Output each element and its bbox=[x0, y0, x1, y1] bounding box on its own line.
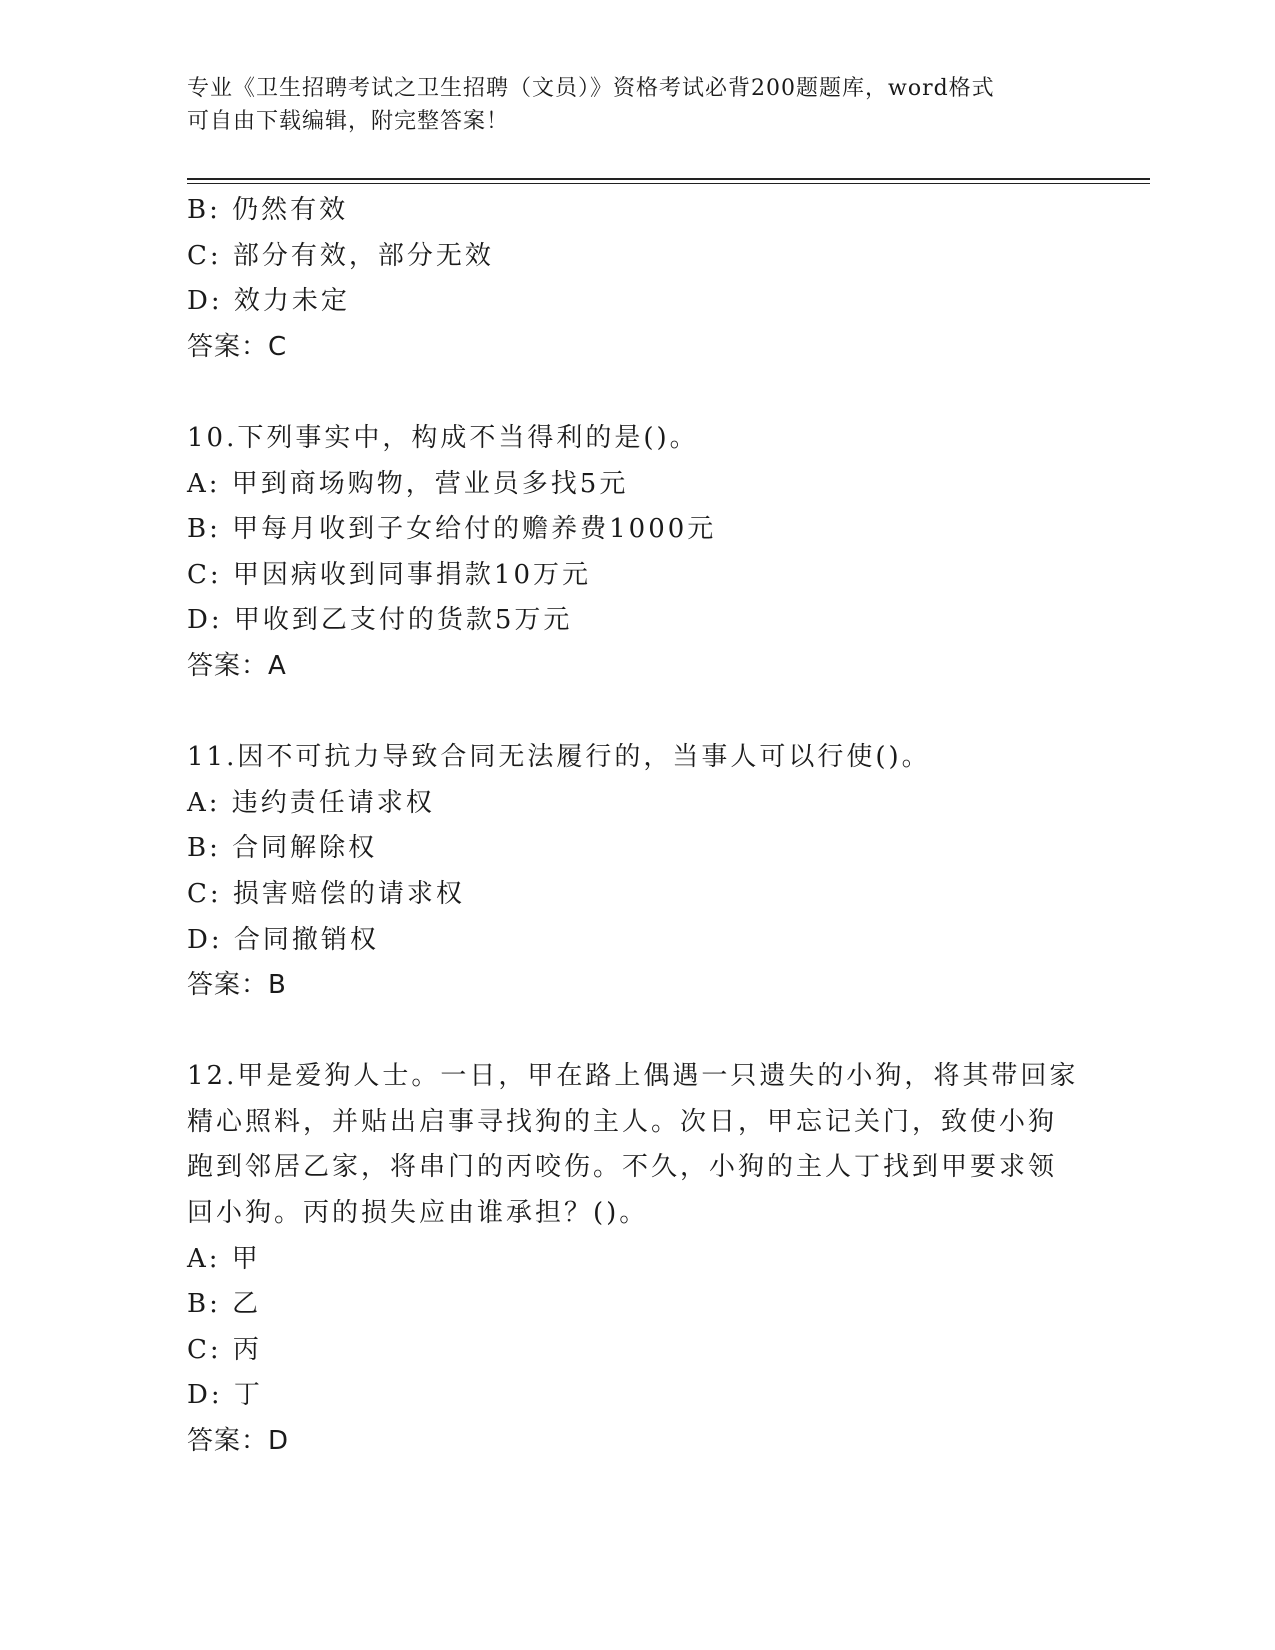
question-block-9 bbox=[187, 188, 1087, 370]
question-text-line-4: 回小狗。丙的损失应由谁承担？()。 bbox=[187, 1198, 649, 1229]
answer-label: 答案：C bbox=[187, 331, 288, 362]
header-line-1: 专业《卫生招聘考试之卫生招聘（文员）》资格考试必背200题题库，word格式 bbox=[187, 76, 995, 101]
question-text: 10.下列事实中，构成不当得利的是()。 bbox=[187, 422, 699, 453]
question-text: 11.因不可抗力导致合同无法履行的，当事人可以行使()。 bbox=[187, 742, 931, 773]
option-b: B: 仍然有效 bbox=[187, 195, 349, 225]
document-header bbox=[187, 72, 1067, 138]
answer-label: 答案：B bbox=[187, 970, 287, 1001]
option-b: B: 乙 bbox=[187, 1289, 262, 1320]
option-d: D: 甲收到乙支付的货款5万元 bbox=[187, 605, 573, 636]
option-d: D: 合同撤销权 bbox=[187, 924, 379, 955]
option-c: C: 部分有效，部分无效 bbox=[187, 240, 494, 271]
option-a: A: 甲到商场购物，营业员多找5元 bbox=[187, 468, 629, 499]
option-b: B: 甲每月收到子女给付的赡养费1000元 bbox=[187, 514, 717, 545]
option-c: C: 损害赔偿的请求权 bbox=[187, 878, 465, 909]
option-b: B: 合同解除权 bbox=[187, 833, 378, 864]
question-block-11 bbox=[187, 735, 1087, 1009]
option-a: A: 违约责任请求权 bbox=[187, 787, 435, 818]
answer-label: 答案：A bbox=[187, 650, 287, 681]
option-d: D: 效力未定 bbox=[187, 286, 350, 317]
header-divider-thin bbox=[187, 183, 1150, 184]
question-block-12 bbox=[187, 1054, 1087, 1464]
option-d: D: 丁 bbox=[187, 1380, 263, 1411]
header-line-2: 可自由下载编辑，附完整答案！ bbox=[187, 109, 510, 134]
option-c: C: 甲因病收到同事捐款10万元 bbox=[187, 559, 592, 590]
question-text-line-3: 跑到邻居乙家，将串门的丙咬伤。不久，小狗的主人丁找到甲要求领 bbox=[187, 1152, 1058, 1183]
spacer bbox=[187, 370, 1087, 416]
spacer bbox=[187, 1009, 1087, 1055]
option-c: C: 丙 bbox=[187, 1334, 262, 1365]
option-a: A: 甲 bbox=[187, 1243, 261, 1274]
question-text-line-2: 精心照料，并贴出启事寻找狗的主人。次日，甲忘记关门，致使小狗 bbox=[187, 1106, 1058, 1137]
question-text-line-1: 12.甲是爱狗人士。一日，甲在路上偶遇一只遗失的小狗，将其带回家 bbox=[187, 1061, 1079, 1092]
question-block-10 bbox=[187, 416, 1087, 690]
answer-label: 答案：D bbox=[187, 1426, 290, 1457]
header-divider-thick bbox=[187, 178, 1150, 180]
spacer bbox=[187, 690, 1087, 736]
question-list bbox=[187, 188, 1087, 1465]
